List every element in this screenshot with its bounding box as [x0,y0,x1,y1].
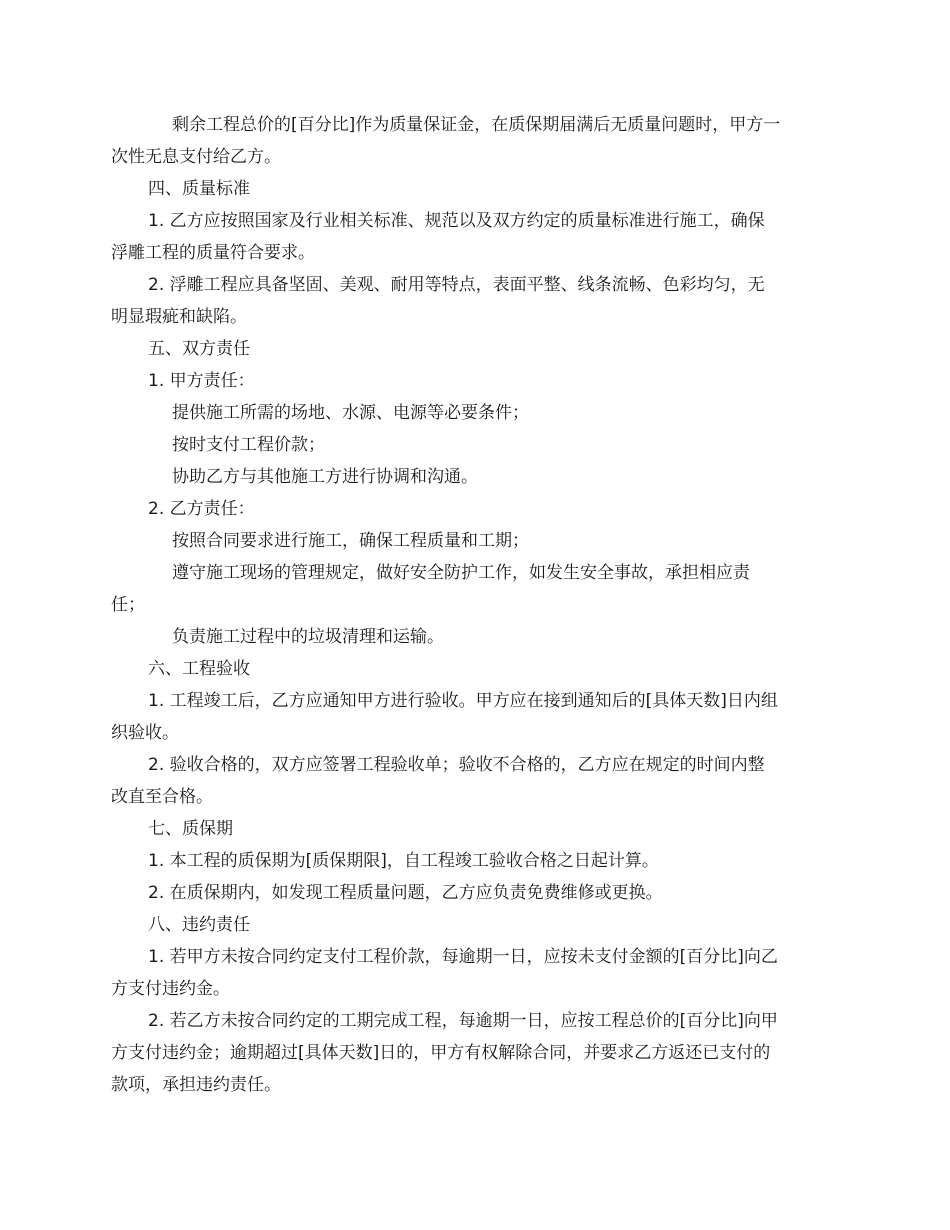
text-line: 浮雕工程的质量符合要求。 [111,243,315,263]
text-line: 1. 本工程的质保期为[质保期限]，自工程竣工验收合格之日起计算。 [148,851,659,871]
text-line: 1. 若甲方未按合同约定支付工程价款，每逾期一日，应按未支付金额的[百分比]向乙 [148,947,778,967]
section-heading: 五、双方责任 [148,339,250,359]
text-line: 改直至合格。 [111,787,213,807]
section-heading: 四、质量标准 [148,179,250,199]
text-line: 遵守施工现场的管理规定，做好安全防护工作，如发生安全事故，承担相应责 [172,563,750,583]
text-line: 1. 乙方应按照国家及行业相关标准、规范以及双方约定的质量标准进行施工，确保 [148,211,765,231]
text-line: 方支付违约金；逾期超过[具体天数]日的，甲方有权解除合同，并要求乙方返还已支付的 [111,1043,771,1063]
text-line: 协助乙方与其他施工方进行协调和沟通。 [172,467,478,487]
text-line: 1. 甲方责任： [148,371,255,391]
text-line: 按时支付工程价款； [172,435,325,455]
text-line: 方支付违约金。 [111,979,230,999]
text-line: 按照合同要求进行施工，确保工程质量和工期； [172,531,529,551]
text-line: 次性无息支付给乙方。 [111,147,281,167]
text-line: 1. 工程竣工后，乙方应通知甲方进行验收。甲方应在接到通知后的[具体天数]日内组 [148,691,778,711]
text-line: 织验收。 [111,723,179,743]
text-line: 负责施工过程中的垃圾清理和运输。 [172,627,444,647]
text-line: 2. 若乙方未按合同约定的工期完成工程，每逾期一日，应按工程总价的[百分比]向甲 [148,1011,778,1031]
text-line: 2. 乙方责任： [148,499,255,519]
section-heading: 八、违约责任 [148,915,250,935]
text-line: 提供施工所需的场地、水源、电源等必要条件； [172,403,529,423]
section-heading: 七、质保期 [148,819,233,839]
section-heading: 六、工程验收 [148,659,250,679]
text-line: 2. 验收合格的，双方应签署工程验收单；验收不合格的，乙方应在规定的时间内整 [148,755,765,775]
text-line: 明显瑕疵和缺陷。 [111,307,247,327]
text-line: 任； [111,595,145,615]
text-line: 款项，承担违约责任。 [111,1075,281,1095]
text-line: 2. 浮雕工程应具备坚固、美观、耐用等特点，表面平整、线条流畅、色彩均匀，无 [148,275,765,295]
text-line: 剩余工程总价的[百分比]作为质量保证金，在质保期届满后无质量问题时，甲方一 [172,115,781,135]
text-line: 2. 在质保期内，如发现工程质量问题，乙方应负责免费维修或更换。 [148,883,663,903]
